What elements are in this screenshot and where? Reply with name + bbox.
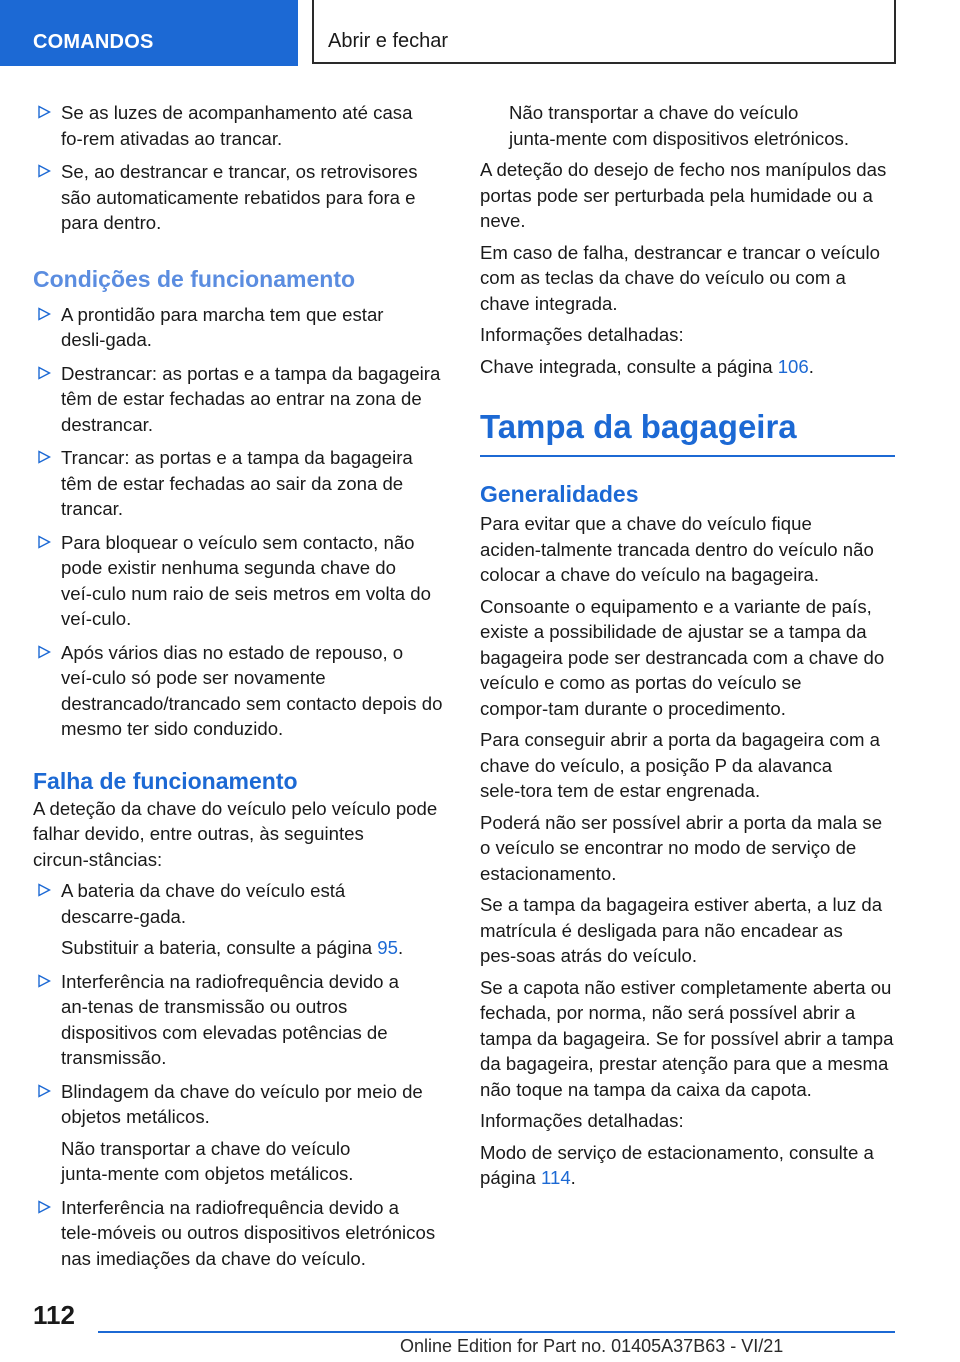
triangle-right-icon bbox=[37, 974, 51, 988]
chapter-heading-trunk: Tampa da bagageira bbox=[480, 405, 895, 457]
section-heading-general: Generalidades bbox=[480, 481, 639, 507]
triangle-right-icon bbox=[37, 883, 51, 897]
page-header bbox=[0, 0, 960, 66]
page-link-106[interactable]: 106 bbox=[777, 355, 809, 377]
footer-edition: Online Edition for Part no. 01405A37B63 - VI/21 bbox=[400, 1336, 784, 1356]
paragraph: Se a capota não estiver completamente aberta ou fechada, por norma, não será possível abrir a tampa da bagageira. Se for possível abrir a tampa da bagageira, prestar atenção para que a mesma não toque na tampa da caixa da capota. bbox=[480, 976, 894, 1100]
list-item: Interferência na radiofrequência devido a an‑tenas de transmissão ou outros dispositivos com elevadas potências de transmissão. bbox=[33, 969, 447, 1071]
paragraph: Informações detalhadas: bbox=[480, 324, 684, 345]
triangle-right-icon bbox=[37, 105, 51, 119]
triangle-right-icon bbox=[37, 366, 51, 380]
metal-objects-note: Não transportar a chave do veículo junta‑mente com objetos metálicos. bbox=[61, 1137, 354, 1184]
page-link-95[interactable]: 95 bbox=[377, 937, 398, 958]
paragraph: Se a tampa da bagageira estiver aberta, a luz da matrícula é desligada para não encadear as pes‑soas atrás do veículo. bbox=[480, 894, 883, 966]
list-item: Interferência na radiofrequência devido a tele‑móveis ou outros dispositivos eletrónicos nas imediações da chave do veículo. bbox=[33, 1195, 447, 1272]
continued-note: Não transportar a chave do veículo junta‑mente com dispositivos eletrónicos. bbox=[509, 102, 850, 149]
triangle-right-icon bbox=[37, 1084, 51, 1098]
section-heading-conditions: Condições de funcionamento bbox=[33, 265, 356, 292]
paragraph: Para conseguir abrir a porta da bagageira com a chave do veículo, a posição P da alavanca sele‑tora tem de estar engrenada. bbox=[480, 729, 881, 801]
malfunction-intro: A deteção da chave do veículo pelo veículo pode falhar devido, entre outras, às seguintes circun‑stâncias: bbox=[33, 797, 438, 870]
triangle-right-icon bbox=[37, 450, 51, 464]
triangle-right-icon bbox=[37, 307, 51, 321]
integrated-key-reference: Chave integrada, consulte a página 106. bbox=[480, 355, 814, 377]
list-item: Se as luzes de acompanhamento até casa fo‑rem ativadas ao trancar. bbox=[33, 100, 447, 151]
triangle-right-icon bbox=[37, 164, 51, 178]
footer-divider bbox=[98, 1331, 895, 1333]
page-link-114[interactable]: 114 bbox=[541, 1167, 571, 1188]
malfunction-bullet-list bbox=[33, 878, 447, 1271]
paragraph: Consoante o equipamento e a variante de país, existe a possibilidade de ajustar se a tampa da bagageira pode ser destrancada com a chave do veículo e como as portas do veículo se compor‑tam durante o procedimento. bbox=[480, 595, 885, 719]
list-item: Trancar: as portas e a tampa da bagageira têm de estar fechadas ao sair da zona de trancar. bbox=[33, 445, 447, 522]
list-item: Se, ao destrancar e trancar, os retrovisores são automaticamente rebatidos para fora e para dentro. bbox=[33, 159, 447, 236]
page-number: 112 bbox=[33, 1300, 75, 1330]
right-column bbox=[480, 100, 895, 1197]
paragraph: Em caso de falha, destrancar e trancar o veículo com as teclas da chave do veículo ou com a chave integrada. bbox=[480, 241, 880, 314]
section-heading-malfunction: Falha de funcionamento bbox=[33, 767, 298, 794]
parking-service-reference: Modo de serviço de estacionamento, consulte a página 114. bbox=[480, 1141, 874, 1188]
list-item: Para bloquear o veículo sem contacto, não pode existir nenhuma segunda chave do veí‑culo num raio de seis metros em volta do veí‑culo. bbox=[33, 530, 447, 632]
list-item: A prontidão para marcha tem que estar desli‑gada. bbox=[33, 302, 447, 353]
battery-reference: Substituir a bateria, consulte a página 95. bbox=[61, 937, 404, 958]
conditions-bullet-list bbox=[33, 302, 447, 742]
paragraph: A deteção do desejo de fecho nos manípulos das portas pode ser perturbada pela humidade ou a neve. bbox=[480, 159, 887, 231]
triangle-right-icon bbox=[37, 645, 51, 659]
list-item: Blindagem da chave do veículo por meio de objetos metálicos. Não transportar a chave do veículo junta‑mente com objetos metálicos. bbox=[33, 1079, 447, 1187]
list-item: Após vários dias no estado de repouso, o veí‑culo só pode ser novamente destrancado/trancado sem contacto depois do mesmo ter sido conduzido. bbox=[33, 640, 447, 742]
intro-bullet-list bbox=[33, 100, 447, 236]
list-item: Destrancar: as portas e a tampa da bagageira têm de estar fechadas ao entrar na zona de destrancar. bbox=[33, 361, 447, 438]
paragraph: Para evitar que a chave do veículo fique aciden‑talmente trancada dentro do veículo não colocar a chave do veículo na bagageira. bbox=[480, 513, 874, 585]
chapter-title: Abrir e fechar bbox=[312, 0, 896, 64]
triangle-right-icon bbox=[37, 535, 51, 549]
paragraph: Informações detalhadas: bbox=[480, 1110, 684, 1131]
section-label: COMANDOS bbox=[0, 0, 298, 66]
left-column bbox=[33, 100, 447, 1279]
paragraph: Poderá não ser possível abrir a porta da mala se o veículo se encontrar no modo de serviço de estacionamento. bbox=[480, 811, 883, 884]
list-item: A bateria da chave do veículo está descarre‑gada. Substituir a bateria, consulte a página 95. bbox=[33, 878, 447, 961]
triangle-right-icon bbox=[37, 1200, 51, 1214]
